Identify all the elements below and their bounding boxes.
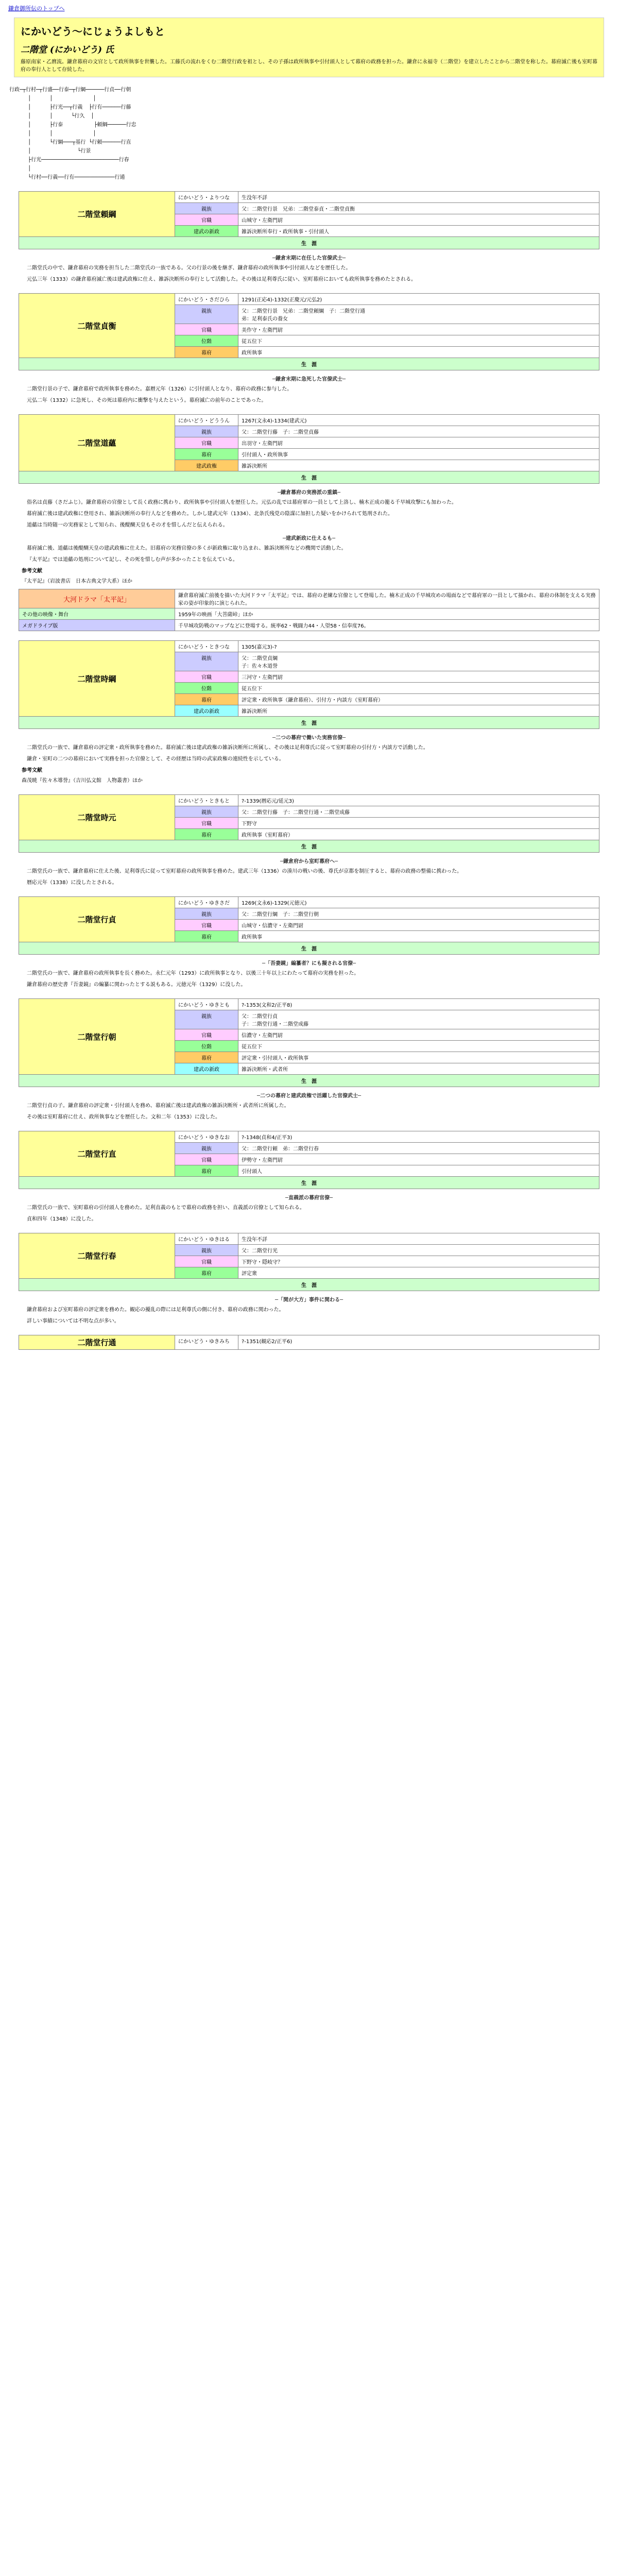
reference-text: 『太平記』（岩波書店 日本古典文学大系）ほか xyxy=(22,579,132,584)
row-value: 伊勢守・左衛門尉 xyxy=(238,1154,599,1165)
tree-line: │ ├行泰 ├頼綱──────行忠 xyxy=(9,122,136,128)
row-label: 幕府 xyxy=(175,347,238,358)
person-reading: にかいどう・よりつな xyxy=(175,192,238,203)
page-title: にかいどう〜にじょうよしもと xyxy=(21,25,165,38)
row-label: 親族 xyxy=(175,1010,238,1029)
person-name: 二階堂行春 xyxy=(19,1233,175,1279)
person-card xyxy=(19,1335,599,1350)
body-paragraph: 二階堂氏の一族で、鎌倉幕府の政所執事を長く務めた。永仁元年（1293）に政所執事となり、以後三十年以上にわたって幕府の実務を担った。 xyxy=(27,971,359,976)
row-label: 幕府 xyxy=(175,931,238,942)
body-paragraph: 二階堂氏の一族で、室町幕府の引付頭人を務めた。足利直義のもとで幕府の政務を担い、直義派の官僚として知られる。 xyxy=(27,1205,305,1211)
row-value: 従五位下 xyxy=(238,683,599,694)
person-card xyxy=(19,1233,599,1326)
row-value: 美作守・左衛門尉 xyxy=(238,324,599,335)
row-label: 建武の新政 xyxy=(175,226,238,237)
body-paragraph: 道蘊は当時随一の実務家として知られ、後醍醐天皇もその才を惜しんだと伝えられる。 xyxy=(27,522,228,528)
body-paragraph: 鎌倉幕府および室町幕府の評定衆を務めた。観応の擾乱の際には足利尊氏の側に付き、幕府の政務に関わった。 xyxy=(27,1307,284,1313)
page xyxy=(5,0,613,1350)
person-card xyxy=(19,794,599,887)
row-label: 親族 xyxy=(175,203,238,214)
person-table xyxy=(19,1335,599,1350)
person-reading: にかいどう・ときもと xyxy=(175,795,238,806)
person-table xyxy=(19,998,599,1075)
body-paragraph: 幕府滅亡後は建武政権に登用され、雑訴決断所の奉行人などを務めた。しかし建武元年（1334）、北条氏残党の陰謀に加担した疑いをかけられて処刑された。 xyxy=(27,511,393,517)
person-card xyxy=(19,640,599,785)
topic-heading: ─「関が大方」事件に関わる─ xyxy=(274,1297,344,1303)
person-name: 二階堂時元 xyxy=(19,795,175,840)
tree-line: │ ├行光──┬行義 ├行有──────行藤 xyxy=(9,105,131,110)
media-title: 大河ドラマ「太平記」 xyxy=(19,589,175,608)
row-value: 評定衆・政所執事（鎌倉幕府）、引付方・内談方（室町幕府） xyxy=(238,694,599,705)
tree-line: │ │ │ xyxy=(9,96,96,101)
person-years: 生没年不詳 xyxy=(238,1233,599,1245)
section-heading: 生 涯 xyxy=(19,1075,599,1087)
row-value: 信濃守・左衛門尉 xyxy=(238,1029,599,1041)
topic-heading: ─鎌倉末期に在任した官僚武士─ xyxy=(272,256,346,261)
reference-heading: 参考文献 xyxy=(22,568,42,574)
row-value: 山城守・信濃守・左衛門尉 xyxy=(238,920,599,931)
person-table xyxy=(19,640,599,717)
person-name: 二階堂行直 xyxy=(19,1131,175,1177)
body-paragraph: 二階堂行景の子で、鎌倉幕府で政所執事を務めた。嘉暦元年（1326）に引付頭人となり、幕府の政務に参与した。 xyxy=(27,386,293,392)
media-row-value: 1959年の映画「大菩薩峠」ほか xyxy=(175,608,599,620)
tree-line: │ │ └行久 │ xyxy=(9,113,94,119)
person-reading: にかいどう・ゆきなお xyxy=(175,1131,238,1143)
row-label: 幕府 xyxy=(175,694,238,705)
family-tree xyxy=(9,86,609,182)
person-card xyxy=(19,191,599,284)
topic-heading: ─建武新政に仕えるも─ xyxy=(282,536,336,541)
row-value: 雑訴決断所 xyxy=(238,460,599,471)
row-value: 雑訴決断所・武者所 xyxy=(238,1063,599,1075)
person-years: 1267(文永4)-1334(建武元) xyxy=(238,415,599,426)
section-heading: 生 涯 xyxy=(19,358,599,370)
section-heading: 生 涯 xyxy=(19,1279,599,1291)
person-table xyxy=(19,414,599,471)
reference-text: 森茂暁『佐々木導誉』（吉川弘文館 人物叢書）ほか xyxy=(22,778,143,784)
person-name: 二階堂行貞 xyxy=(19,897,175,942)
person-card xyxy=(19,414,599,631)
person-reading: にかいどう・ゆきみち xyxy=(175,1335,238,1350)
person-table xyxy=(19,1131,599,1177)
tree-line: │ │ │ xyxy=(9,131,96,137)
body-paragraph: 暦応元年（1338）に没したとされる。 xyxy=(27,880,117,886)
person-years: ?-1353(文和2/正平8) xyxy=(238,999,599,1010)
row-label: 官職 xyxy=(175,1154,238,1165)
row-label: 幕府 xyxy=(175,1052,238,1063)
person-reading: にかいどう・ゆきとも xyxy=(175,999,238,1010)
body-paragraph: 『太平記』では道蘊の処刑について記し、その死を惜しむ声が多かったことを伝えている。 xyxy=(27,557,238,563)
row-label: 親族 xyxy=(175,652,238,671)
person-years: 1305(嘉元3)-? xyxy=(238,641,599,652)
person-table xyxy=(19,293,599,358)
media-table xyxy=(19,589,599,631)
person-reading: にかいどう・さだひら xyxy=(175,294,238,305)
person-years: ?-1351(観応2/正平6) xyxy=(238,1335,599,1350)
row-value: 従五位下 xyxy=(238,335,599,347)
row-label: 官職 xyxy=(175,1029,238,1041)
person-name: 二階堂時綱 xyxy=(19,641,175,717)
person-years: ?-1348(貞和4/正平3) xyxy=(238,1131,599,1143)
section-heading: 生 涯 xyxy=(19,942,599,955)
topic-heading: ─「吾妻鏡」編纂者？にも擬される官僚─ xyxy=(262,961,356,967)
row-label: 幕府 xyxy=(175,829,238,840)
body-paragraph: 詳しい事績については不明な点が多い。 xyxy=(27,1318,119,1324)
body-paragraph: 二階堂氏の中で、鎌倉幕府の実務を担当した二階堂氏の一族である。父の行景の後を継ぎ、鎌倉幕府の政所執事や引付頭人などを歴任した。 xyxy=(27,265,351,271)
row-value: 父：二階堂行光 xyxy=(238,1245,599,1256)
tree-line: │ └行綱───┬基行 └行頼──────行直 xyxy=(9,140,131,145)
row-value: 父：二階堂行頼 弟：二階堂行春 xyxy=(238,1143,599,1154)
row-label: 幕府 xyxy=(175,1165,238,1177)
person-table xyxy=(19,191,599,237)
row-value: 評定衆 xyxy=(238,1267,599,1279)
row-value: 父：二階堂行貞 子：二階堂行通・二階堂成藤 xyxy=(238,1010,599,1029)
clan-intro: 藤原南家・乙麿流。鎌倉幕府の文官として政所執事を世襲した。工藤氏の流れをくむ二階堂行政を祖とし、その子孫は政所執事や引付頭人として幕府の政務を担った。鎌倉に永福寺（二階堂）を建立したことから二階堂を称した。幕府滅亡後も室町幕府の奉行人として存続した。 xyxy=(21,59,597,73)
row-value: 父：二階堂行景 兄弟：二階堂泰貞・二階堂貞衡 xyxy=(238,203,599,214)
row-value: 評定衆・引付頭人・政所執事 xyxy=(238,1052,599,1063)
row-label: 親族 xyxy=(175,1245,238,1256)
body-paragraph: 二階堂氏の一族で、鎌倉幕府に仕えた後、足利尊氏に従って室町幕府の政所執事を務めた。建武三年（1336）の湊川の戦いの後、尊氏が京都を制圧すると、幕府の政務の整備に携わった。 xyxy=(27,869,462,874)
topic-heading: ─二つの幕府と建武政権で活躍した官僚武士─ xyxy=(256,1093,362,1099)
row-value: 父：二階堂行綱 子：二階堂行朝 xyxy=(238,908,599,920)
tree-line: │ xyxy=(9,166,31,172)
person-card xyxy=(19,1131,599,1224)
body-paragraph: 二階堂行貞の子。鎌倉幕府の評定衆・引付頭人を務め、幕府滅亡後は建武政権の雑訴決断所・武者所に所属した。 xyxy=(27,1103,289,1109)
person-card xyxy=(19,293,599,405)
media-row-label: メガドライブ版 xyxy=(19,620,175,631)
row-value: 下野守 xyxy=(238,818,599,829)
person-years: 生没年不詳 xyxy=(238,192,599,203)
person-years: ?-1339(暦応元/延元3) xyxy=(238,795,599,806)
row-value: 雑訴決断所奉行・政所執事・引付頭人 xyxy=(238,226,599,237)
row-value: 雑訴決断所 xyxy=(238,705,599,717)
row-value: 引付頭人・政所執事 xyxy=(238,449,599,460)
row-label: 官職 xyxy=(175,920,238,931)
row-label: 位階 xyxy=(175,683,238,694)
person-reading: にかいどう・どううん xyxy=(175,415,238,426)
section-heading: 生 涯 xyxy=(19,237,599,249)
person-table xyxy=(19,794,599,840)
person-table xyxy=(19,1233,599,1279)
clan-banner xyxy=(14,18,604,77)
row-value: 父：二階堂行景 兄弟：二階堂頼綱 子：二階堂行通 弟：足利泰氏の養女 xyxy=(238,305,599,324)
topic-heading: ─直義派の幕府官僚─ xyxy=(285,1195,333,1201)
row-label: 建武政権 xyxy=(175,460,238,471)
person-reading: にかいどう・ゆきはる xyxy=(175,1233,238,1245)
person-reading: にかいどう・ときつな xyxy=(175,641,238,652)
media-row-value: 千早城攻防戦のマップなどに登場する。統率62・戦闘力44・人望58・信奉度76。 xyxy=(175,620,599,631)
row-label: 親族 xyxy=(175,1143,238,1154)
person-years: 1269(文永6)-1329(元徳元) xyxy=(238,897,599,908)
body-paragraph: 幕府滅亡後、道蘊は後醍醐天皇の建武政権に仕えた。旧幕府の実務官僚の多くが新政権に取り込まれ、雑訴決断所などの機関で活動した。 xyxy=(27,546,347,551)
row-label: 官職 xyxy=(175,818,238,829)
row-label: 親族 xyxy=(175,305,238,324)
row-label: 親族 xyxy=(175,426,238,437)
row-label: 親族 xyxy=(175,806,238,818)
body-paragraph: 鎌倉・室町の二つの幕府において実務を担った官僚として、その経歴は当時の武家政権の連続性を示している。 xyxy=(27,756,284,762)
reference-heading: 参考文献 xyxy=(22,768,42,773)
row-label: 親族 xyxy=(175,908,238,920)
row-value: 三河守・左衛門尉 xyxy=(238,671,599,683)
row-value: 父：二階堂行藤 子：二階堂行通・二階堂成藤 xyxy=(238,806,599,818)
row-label: 官職 xyxy=(175,671,238,683)
body-paragraph: 鎌倉幕府の歴史書『吾妻鏡』の編纂に関わったとする説もある。元徳元年（1329）に没した。 xyxy=(27,982,246,988)
row-label: 幕府 xyxy=(175,1267,238,1279)
topic-heading: ─鎌倉末期に急死した官僚武士─ xyxy=(272,377,346,382)
row-value: 従五位下 xyxy=(238,1041,599,1052)
row-value: 父：二階堂貞綱 子：佐々木道誉 xyxy=(238,652,599,671)
row-value: 山城守・左衛門尉 xyxy=(238,214,599,226)
tree-line: └行村──行義──行有─────────────行通 xyxy=(9,175,125,180)
person-card xyxy=(19,998,599,1122)
person-years: 1291(正応4)-1332(正慶元/元弘2) xyxy=(238,294,599,305)
row-label: 位階 xyxy=(175,1041,238,1052)
person-name: 二階堂行朝 xyxy=(19,999,175,1075)
topic-heading: ─鎌倉府から室町幕府へ─ xyxy=(280,859,338,865)
topic-heading: ─二つの幕府で働いた実務官僚─ xyxy=(272,735,346,741)
top-link[interactable]: 鎌倉御所伝のトップへ xyxy=(8,5,65,12)
row-label: 位階 xyxy=(175,335,238,347)
person-name: 二階堂行通 xyxy=(19,1335,175,1350)
row-value: 政所執事 xyxy=(238,347,599,358)
row-value: 引付頭人 xyxy=(238,1165,599,1177)
media-desc: 鎌倉幕府滅亡前後を描いた大河ドラマ「太平記」では、幕府の老練な官僚として登場した。楠木正成の千早城攻めの場面などで幕府軍の一員として描かれ、幕府の体制を支える実務家の姿が印象的に演じられた。 xyxy=(175,589,599,608)
body-paragraph: 俗名は貞藤（さだふじ）。鎌倉幕府の官僚として長く政務に携わり、政所執事や引付頭人を歴任した。元弘の乱では幕府軍の一員として上洛し、楠木正成の籠る千早城攻撃にも加わった。 xyxy=(27,500,457,505)
body-paragraph: 元弘二年（1332）に急死し、その死は幕府内に衝撃を与えたという。幕府滅亡の前年のことであった。 xyxy=(27,398,267,403)
row-value: 政所執事 xyxy=(238,931,599,942)
row-label: 建武の新政 xyxy=(175,1063,238,1075)
body-paragraph: 元弘三年（1333）の鎌倉幕府滅亡後は建武政権に仕え、雑訴決断所の奉行として活動した。その後は足利尊氏に従い、室町幕府においても政所執事を務めたとされる。 xyxy=(27,277,417,282)
person-name: 二階堂貞衡 xyxy=(19,294,175,358)
row-label: 官職 xyxy=(175,437,238,449)
person-list xyxy=(5,191,613,1350)
tree-line: ├行光─────────────────────────行春 xyxy=(9,157,129,163)
row-label: 幕府 xyxy=(175,449,238,460)
row-label: 官職 xyxy=(175,1256,238,1267)
row-value: 下野守・隠岐守？ xyxy=(238,1256,599,1267)
row-value: 政所執事（室町幕府） xyxy=(238,829,599,840)
person-table xyxy=(19,896,599,942)
row-value: 父：二階堂行藤 子：二階堂貞藤 xyxy=(238,426,599,437)
person-name: 二階堂頼綱 xyxy=(19,192,175,237)
media-row-label: その他の映像・舞台 xyxy=(19,608,175,620)
person-reading: にかいどう・ゆきさだ xyxy=(175,897,238,908)
body-paragraph: その後は室町幕府に仕え、政所執事などを歴任した。文和二年（1353）に没した。 xyxy=(27,1114,221,1120)
body-paragraph: 貞和四年（1348）に没した。 xyxy=(27,1216,97,1222)
tree-line: │ └行景 xyxy=(9,148,91,154)
tree-line: 行政─┬行村─┬行盛──行泰─┬行綱──────行貞──行朝 xyxy=(9,87,131,93)
clan-name: 二階堂 (にかいどう) 氏 xyxy=(21,45,114,55)
topic-heading: ─鎌倉幕府の実務派の重鎮─ xyxy=(277,490,341,496)
body-paragraph: 二階堂氏の一族で、鎌倉幕府の評定衆・政所執事を務めた。幕府滅亡後は建武政権の雑訴決断所に所属し、その後は足利尊氏に従って室町幕府の引付方・内談方で活動した。 xyxy=(27,745,428,751)
section-heading: 生 涯 xyxy=(19,840,599,853)
row-label: 建武の新政 xyxy=(175,705,238,717)
section-heading: 生 涯 xyxy=(19,1177,599,1189)
row-value: 出羽守・左衛門尉 xyxy=(238,437,599,449)
row-label: 官職 xyxy=(175,324,238,335)
person-name: 二階堂道蘊 xyxy=(19,415,175,471)
section-heading: 生 涯 xyxy=(19,717,599,729)
person-card xyxy=(19,896,599,989)
section-heading: 生 涯 xyxy=(19,471,599,484)
row-label: 官職 xyxy=(175,214,238,226)
